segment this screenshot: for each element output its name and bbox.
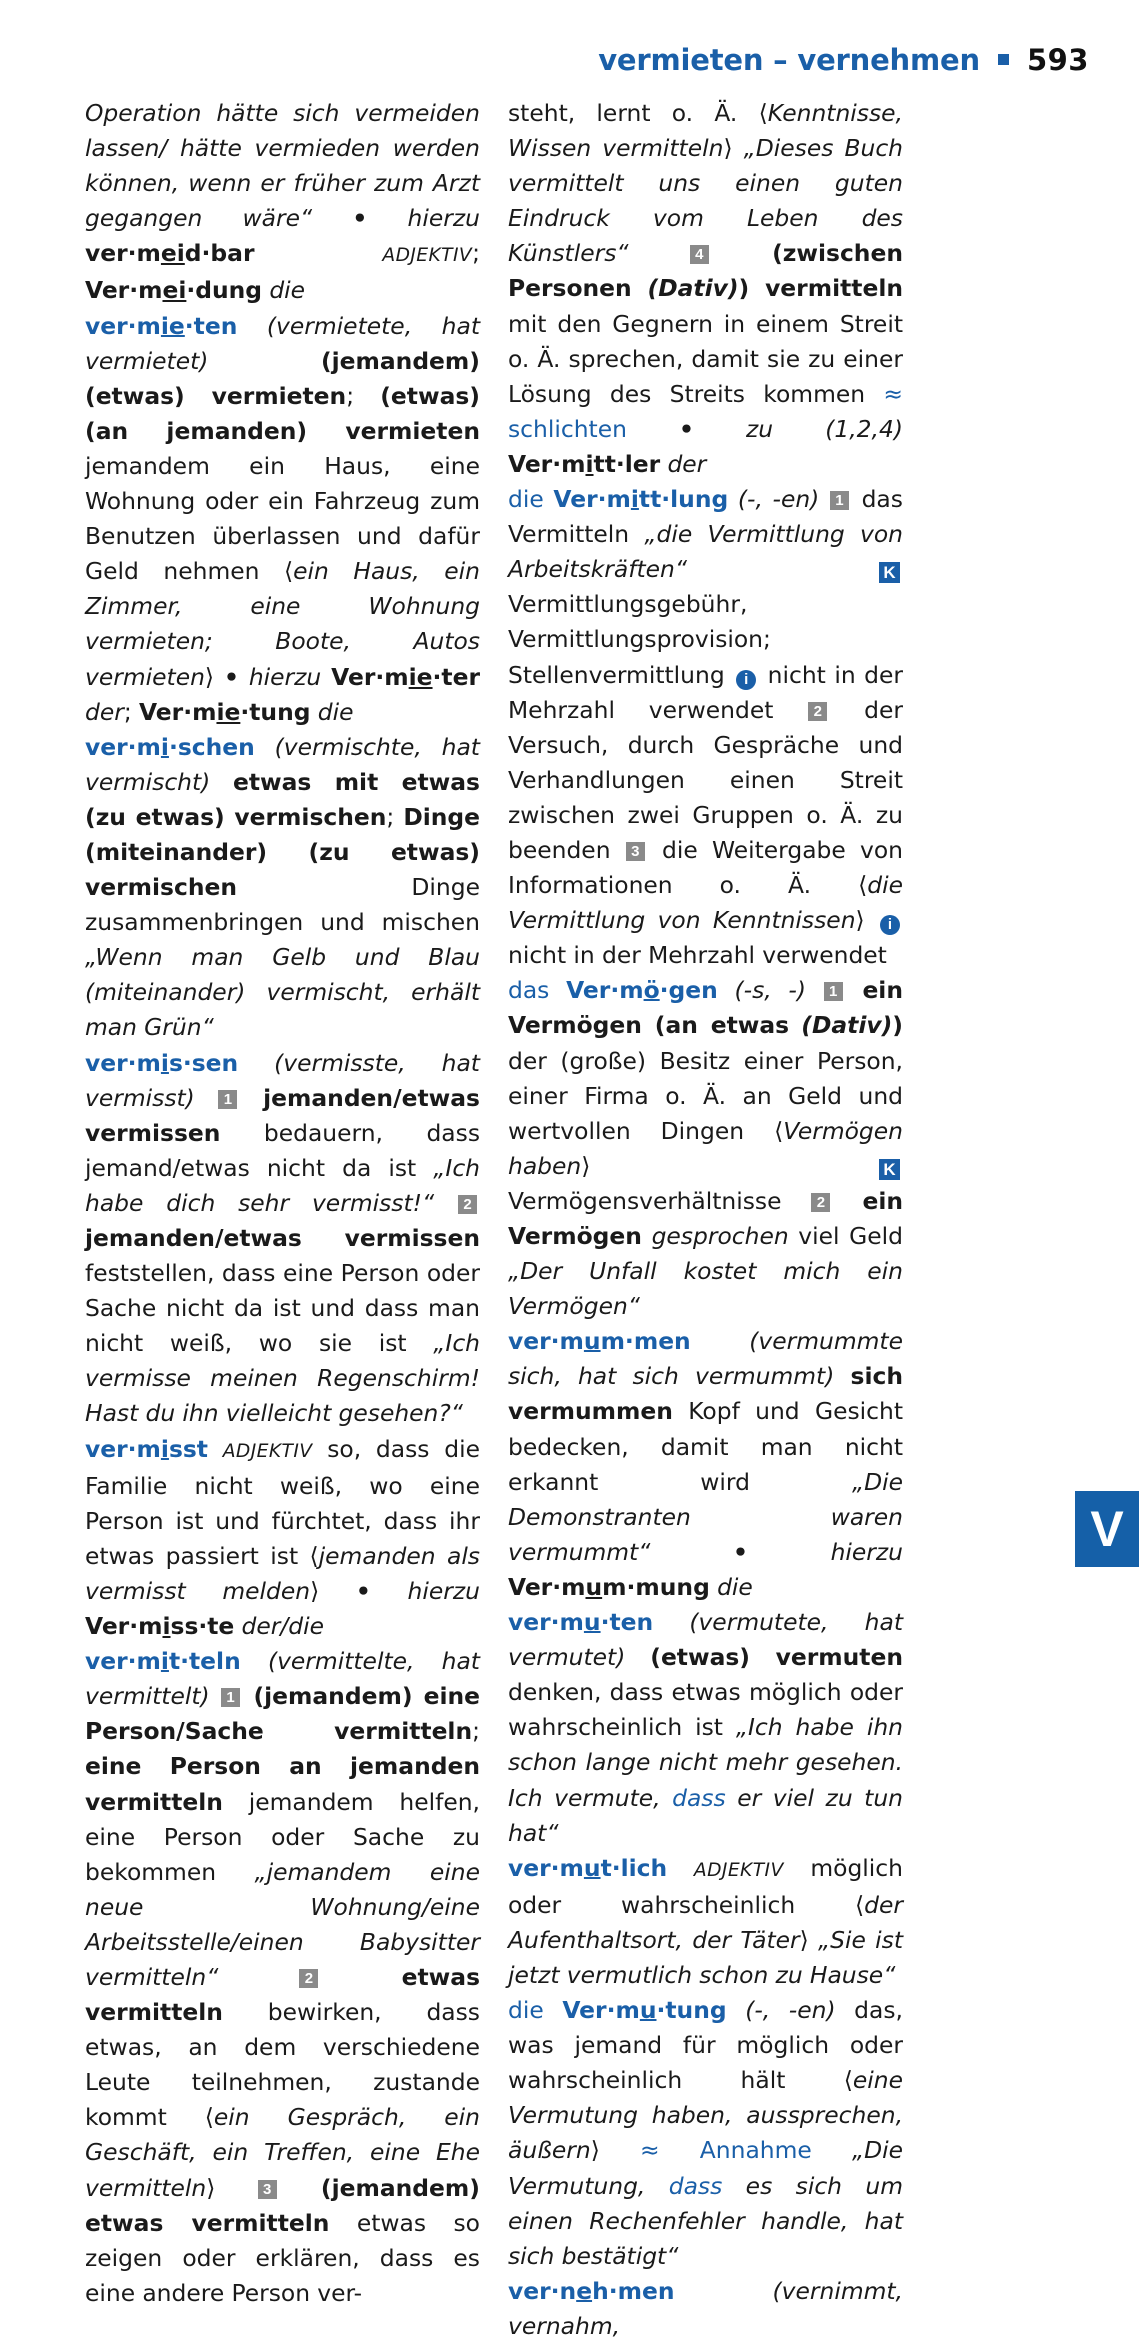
entry-vermummen: ver·mum·men (vermummte sich, hat sich vermummt) sich vermummen Kopf und Gesicht bedecken, damit man nicht erkannt wird „Die Demonstranten waren vermummt“ • hierzu Ver·mum·mung die [508,1327,903,1601]
sense-marker-2: 2 [299,1969,318,1988]
sense-marker-2: 2 [458,1195,477,1214]
entry-vermisst: ver·misst ADJEKTIV so, dass die Familie nicht weiß, wo eine Person ist und fürchtet, dass ihr etwas passiert ist ⟨jemanden als vermisst melden⟩ • hierzu Ver·miss·te der/die [85,1434,480,1641]
entry-vernehmen: ver·neh·men (vernimmt, vernahm, [508,2276,903,2340]
headword-vermuten: ver·mu·ten [508,1608,654,1637]
headword-vermittlung: Ver·mitt·lung [553,485,729,514]
sense-marker-3: 3 [626,842,645,861]
k-marker-icon: K [879,562,900,583]
headword-vermischen: ver·mi·schen [85,732,255,761]
headword-vernehmen: ver·neh·men [508,2276,675,2305]
entry-vermieten: ver·mie·ten (vermietete, hat vermietet) (jemandem) (etwas) vermieten; (etwas) (an jemanden) vermieten jemandem ein Haus, eine Wohnung oder ein Fahrzeug zum Benutzen überlassen und dafür Geld nehmen ⟨ein Haus, ein Zimmer, eine Wohnung vermieten; Boote, Autos vermieten⟩ • hierzu Ver·mie·ter der; Ver·mie·tung die [85,311,480,726]
entry-vermuten: ver·mu·ten (vermutete, hat vermutet) (etwas) vermuten denken, dass etwas möglich oder wahrscheinlich ist „Ich habe ihn schon lange nicht mehr gesehen. Ich vermute, dass er viel zu tun hat“ [508,1608,903,1847]
sense-marker-1: 1 [218,1090,237,1109]
right-column [508,96,903,2344]
sense-marker-2: 2 [811,1193,830,1212]
sense-marker-2: 2 [808,702,827,721]
article-die: die [508,485,544,514]
headword-vermieten: ver·mie·ten [85,311,238,340]
headword-vermutung: Ver·mu·tung [562,1996,727,2025]
headword-vermummen: ver·mum·men [508,1327,691,1356]
headword-vermitteln: ver·mit·teln [85,1647,241,1676]
entry-vermittlung: die Ver·mitt·lung (-, -en) 1 das Vermitteln „die Vermittlung von Arbeitskräften“ K Vermittlungsgebühr, Vermittlungsprovision; Stellenvermittlung i nicht in der Mehrzahl verwendet 2 der Versuch, durch Gespräche und Verhandlungen einen Streit zwischen zwei Gruppen o. Ä. zu beenden 3 die Weitergabe von Informationen o. Ä. ⟨die Vermittlung von Kenntnissen⟩ i nicht in der Mehrzahl verwendet [508,485,903,970]
entry-vermoegen: das Ver·mö·gen (-s, -) 1 ein Vermögen (an etwas (Dativ)) der (große) Besitz einer Person, einer Firma o. Ä. an Geld und wertvollen Dingen ⟨Vermögen haben⟩ K Vermögensverhältnisse 2 ein Vermögen gesprochen viel Geld „Der Unfall kostet mich ein Vermögen“ [508,976,903,1321]
entry-vermischen: ver·mi·schen (vermischte, hat vermischt) etwas mit etwas (zu etwas) vermischen; Dinge (miteinander) (zu etwas) vermischen Dinge zusammenbringen und mischen „Wenn man Gelb und Blau (miteinander) vermischt, erhält man Grün“ [85,732,481,1042]
headword-vermutlich: ver·mut·lich [508,1853,668,1882]
sense-marker-3: 3 [258,2180,277,2199]
headword-vermisst: ver·misst [85,1434,208,1463]
thumb-index-tab [1075,1491,1139,1567]
k-marker-icon: K [879,1159,900,1180]
headword-vermoegen: Ver·mö·gen [566,976,718,1005]
article-die: die [508,1996,544,2025]
sense-marker-4: 4 [690,245,709,264]
entry-vermitteln: ver·mit·teln (vermittelte, hat vermittelt) 1 (jemandem) eine Person/Sache vermitteln; eine Person an jemanden vermitteln jemandem helfen, eine Person oder Sache zu bekommen „jemandem eine neue Wohnung/eine Arbeitsstelle/einen Babysitter vermitteln“ 2 etwas vermitteln bewirken, dass etwas, an dem verschiedene Leute teilnehmen, zustande kommt ⟨ein Gespräch, ein Geschäft, ein Treffen, eine Ehe vermitteln⟩ 3 (jemandem) etwas vermitteln etwas so zeigen oder erklären, dass es eine andere Person ver- [85,1647,480,2307]
info-icon: i [736,670,756,690]
page-number: 593 [1026,43,1089,77]
sense-marker-1: 1 [830,491,849,510]
left-column [85,96,480,2344]
entry-vermissen: ver·mis·sen (vermisste, hat vermisst) 1 jemanden/etwas vermissen bedauern, dass jemand/etwas nicht da ist „Ich habe dich sehr vermisst!“ 2 jemanden/etwas vermissen feststellen, dass eine Person oder Sache nicht da ist und dass man nicht weiß, wo sie ist „Ich vermisse meinen Regenschirm! Hast du ihn vielleicht gesehen?“ [85,1048,480,1428]
running-head-words: vermieten – vernehmen [598,43,980,77]
entry-vermutung: die Ver·mu·tung (-, -en) das, was jemand für möglich oder wahrscheinlich hält ⟨eine Vermutung haben, aussprechen, äußern⟩ ≈ Annahme „Die Vermutung, dass es sich um einen Rechenfehler handle, hat sich bestätigt“ [508,1996,903,2270]
article-das: das [508,976,550,1005]
square-bullet-icon [998,54,1009,65]
headword-vermissen: ver·mis·sen [85,1048,239,1077]
page-columns [0,96,1139,2344]
entry-vermeiden-tail: Operation hätte sich vermeiden lassen/ hätte vermieden werden können, wenn er früher zum Arzt gegangen wäre“ • hierzu ver·meid·bar ADJEKTIV; Ver·mei·dung die [85,99,480,305]
running-head [0,36,1139,84]
sense-marker-1: 1 [221,1688,240,1707]
entry-vermutlich: ver·mut·lich ADJEKTIV möglich oder wahrscheinlich ⟨der Aufenthaltsort, der Täter⟩ „Sie ist jetzt vermutlich schon zu Hause“ [508,1853,903,1989]
thumb-tab-letter: V [1090,1501,1124,1557]
sense-marker-1: 1 [824,982,843,1001]
info-icon: i [880,915,900,935]
entry-vermitteln-continued: steht, lernt o. Ä. ⟨Kenntnisse, Wissen vermitteln⟩ „Dieses Buch vermittelt uns einen guten Eindruck vom Leben des Künstlers“ 4 (zwischen Personen (Dativ)) vermitteln mit den Gegnern in einem Streit o. Ä. sprechen, damit sie zu einer Lösung des Streits kommen ≈ schlichten • zu (1,2,4) Ver·mitt·ler der [508,99,904,478]
